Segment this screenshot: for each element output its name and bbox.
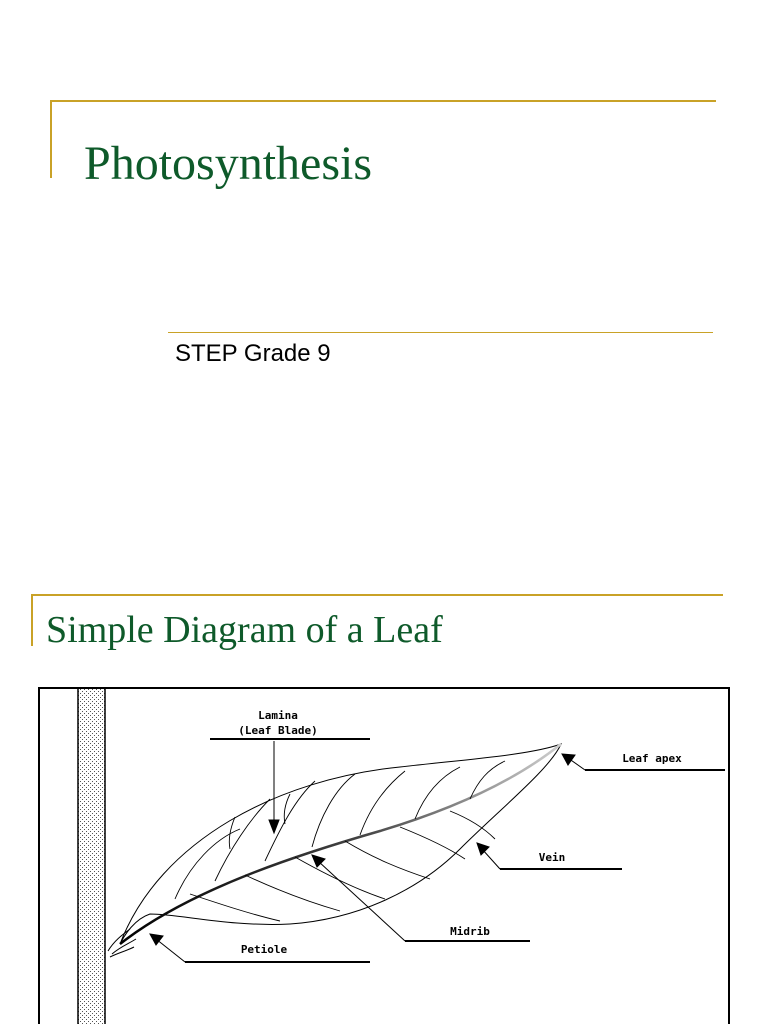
left-accent-bar: [31, 594, 33, 646]
label-leaf-apex: Leaf apex: [622, 752, 682, 765]
top-accent-line: [50, 100, 716, 102]
slide-leaf-diagram: [0, 560, 768, 1024]
veins: [175, 761, 505, 921]
leaf-diagram: [38, 687, 730, 1024]
slide-subtitle: STEP Grade 9: [175, 340, 331, 367]
label-petiole: Petiole: [240, 943, 288, 956]
subtitle-divider: [168, 332, 713, 333]
left-accent-bar: [50, 100, 52, 178]
label-midrib: Midrib: [450, 925, 490, 938]
stem: [78, 689, 105, 1024]
slide-title: Photosynthesis: [84, 137, 373, 190]
midrib: [120, 744, 561, 944]
top-accent-line: [31, 594, 723, 596]
label-leaf-blade: (Leaf Blade): [238, 724, 318, 737]
label-lamina: Lamina: [258, 709, 298, 722]
label-vein: Vein: [538, 851, 566, 864]
slide-title: Simple Diagram of a Leaf: [46, 609, 443, 651]
pointer-arrows: [150, 741, 585, 962]
